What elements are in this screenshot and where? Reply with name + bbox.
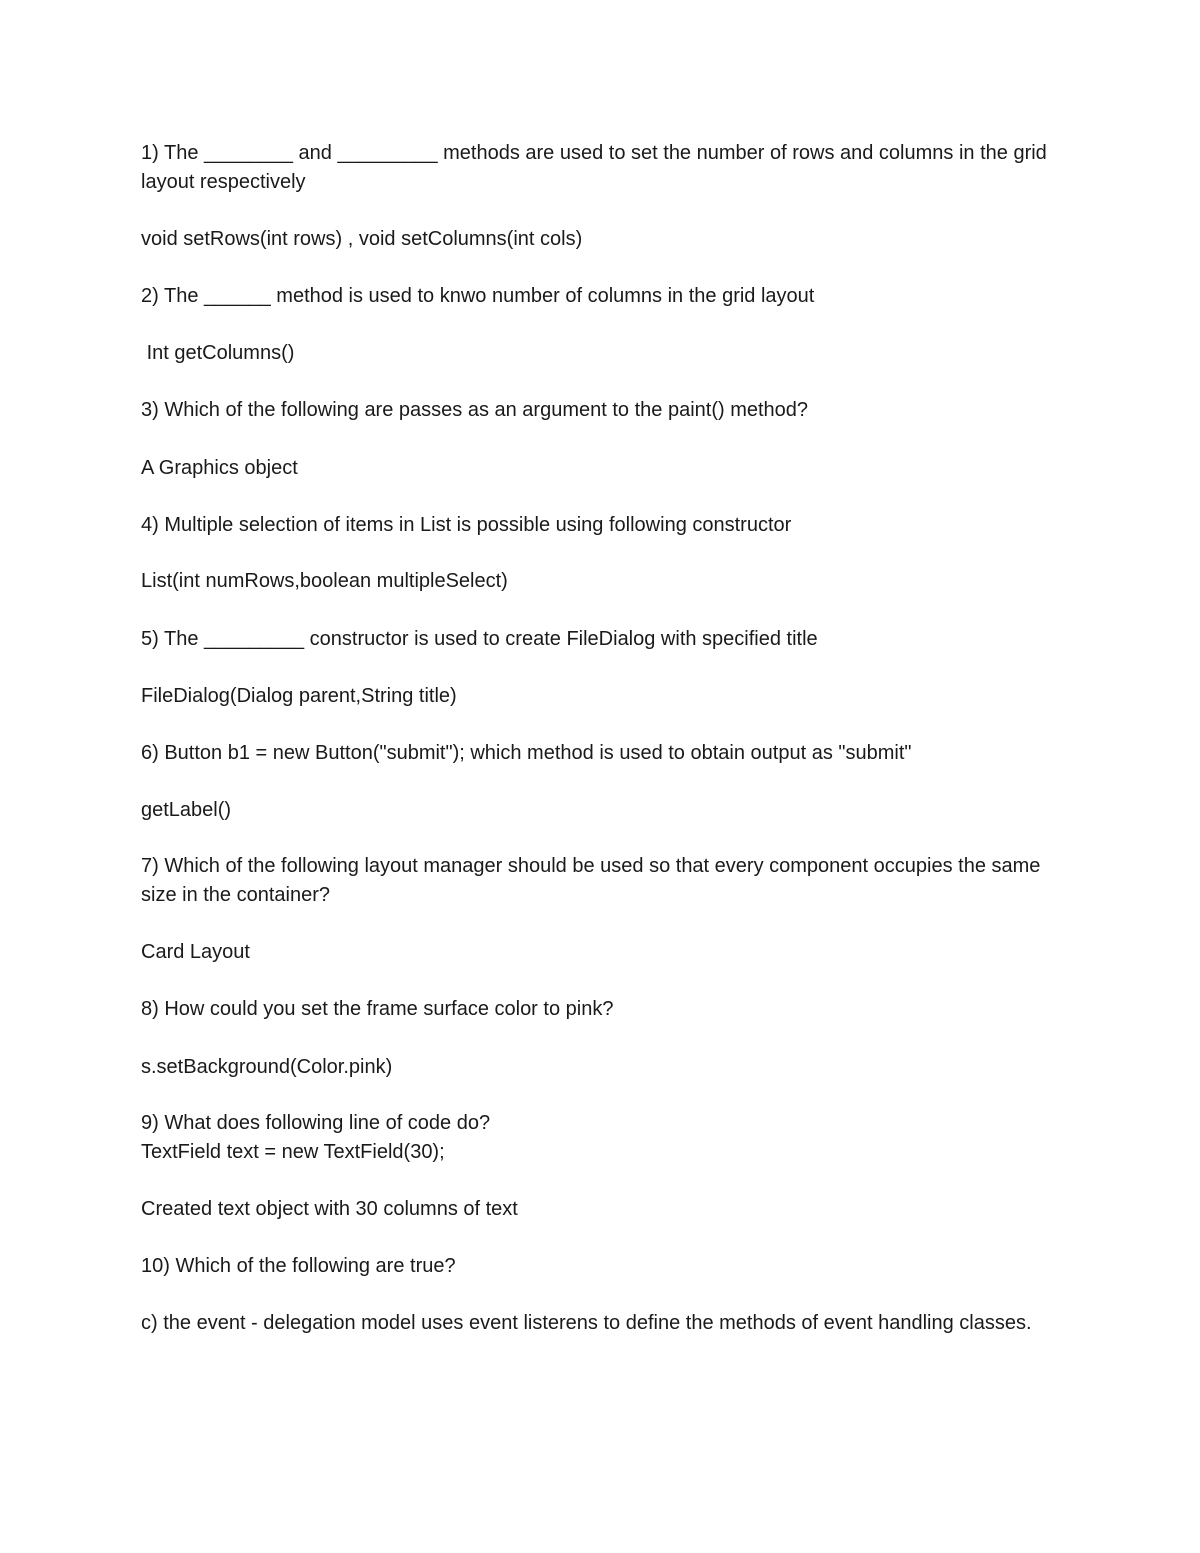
question-9-line-2: TextField text = new TextField(30); xyxy=(141,1141,445,1163)
question-2: 2) The ______ method is used to knwo number of columns in the grid layout xyxy=(141,285,815,307)
question-4: 4) Multiple selection of items in List is possible using following constructor xyxy=(141,514,792,536)
answer-9: Created text object with 30 columns of text xyxy=(141,1198,518,1220)
answer-7: Card Layout xyxy=(141,941,250,963)
question-5: 5) The _________ constructor is used to create FileDialog with specified title xyxy=(141,628,818,650)
answer-8: s.setBackground(Color.pink) xyxy=(141,1056,393,1078)
answer-5: FileDialog(Dialog parent,String title) xyxy=(141,685,457,707)
question-8: 8) How could you set the frame surface color to pink? xyxy=(141,998,614,1020)
question-3: 3) Which of the following are passes as an argument to the paint() method? xyxy=(141,399,809,421)
answer-4: List(int numRows,boolean multipleSelect) xyxy=(141,570,508,592)
question-6: 6) Button b1 = new Button("submit"); which method is used to obtain output as "submit" xyxy=(141,742,912,764)
question-9-line-1: 9) What does following line of code do? xyxy=(141,1112,491,1134)
question-1: 1) The ________ and _________ methods are used to set the number of rows and columns in the grid layout respectively xyxy=(141,142,1053,193)
question-7: 7) Which of the following layout manager should be used so that every component occupies the same size in the container? xyxy=(141,855,1046,906)
answer-10: c) the event - delegation model uses event listerens to define the methods of event handling classes. xyxy=(141,1312,1032,1334)
question-10: 10) Which of the following are true? xyxy=(141,1255,456,1277)
answer-3: A Graphics object xyxy=(141,457,298,479)
answer-1: void setRows(int rows) , void setColumns(int cols) xyxy=(141,228,583,250)
answer-2: Int getColumns() xyxy=(141,342,295,364)
answer-6: getLabel() xyxy=(141,799,232,821)
